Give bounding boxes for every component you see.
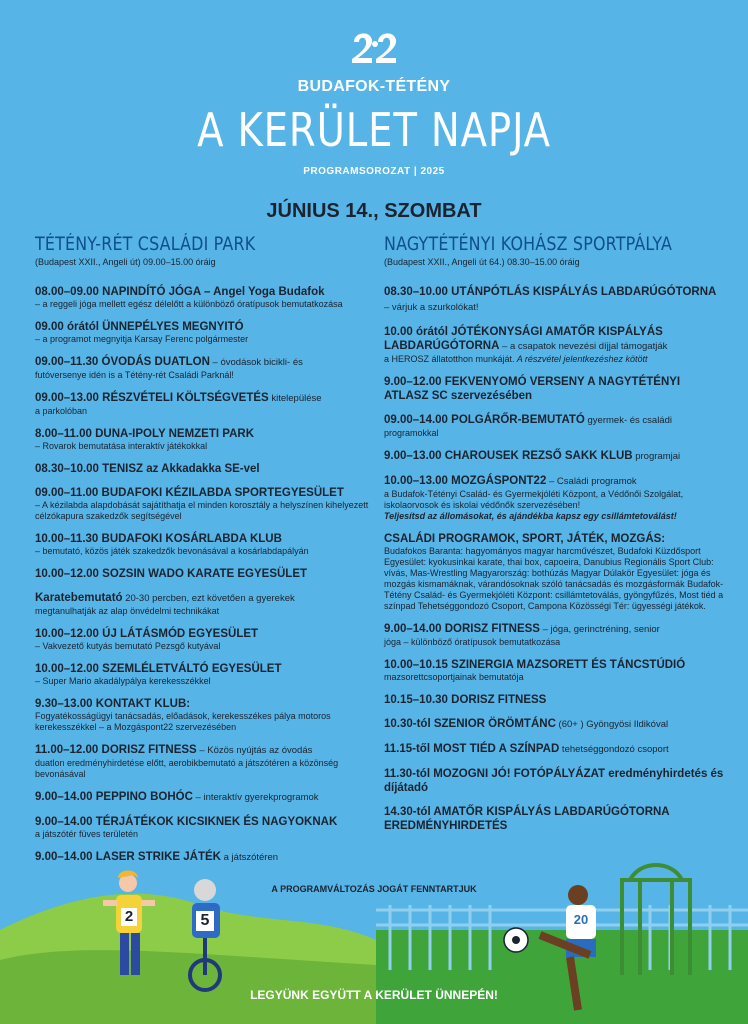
venue-title: TÉTÉNY-RÉT CSALÁDI PARK	[35, 234, 256, 255]
event-description-text: – A kézilabda alapdobását sajátíthatja el minden korosztály a helyszínen kihelyezett célzókapura szakedzők segítségével	[35, 500, 369, 521]
event-description-text: – a reggeli jóga mellett egész délelőtt a különböző óratípusok bemutatkozása	[35, 299, 343, 309]
event-title-text: 10.15–10.30 DORISZ FITNESS	[384, 694, 547, 706]
event-description-text: a HEROSZ állatotthon munkáját.	[384, 354, 515, 364]
event-description	[35, 829, 370, 840]
event-item	[35, 790, 370, 805]
event-title	[384, 767, 724, 795]
footer-slogan: LEGYÜNK EGYÜTT A KERÜLET ÜNNEPÉN!	[250, 988, 498, 1002]
event-title	[35, 627, 370, 641]
event-item	[35, 532, 370, 557]
event-item	[35, 662, 370, 687]
event-title	[35, 743, 370, 758]
event-description	[35, 641, 370, 652]
event-item	[35, 743, 370, 780]
event-description	[35, 711, 370, 733]
event-title-text: 10.30-tól SZENIOR ÖRÖMTÁNC	[384, 718, 556, 730]
venue-address: (Budapest XXII., Angeli út) 09.00–15.00 óráig	[35, 257, 216, 267]
event-description-text: jóga – különböző óratípusok bemutatkozása	[384, 637, 561, 647]
event-item	[384, 413, 724, 439]
event-title-extra: – várjuk a szurkolókat!	[384, 302, 479, 313]
event-title-text: 11.00–12.00 DORISZ FITNESS	[35, 744, 197, 756]
event-title-text: 10.00–12.00 SOZSIN WADO KARATE EGYESÜLET	[35, 568, 308, 580]
event-title-text: 9.00–12.00 FEKVENYOMÓ VERSENY A NAGYTÉTÉNYI ATLASZ SC szervezésében	[384, 376, 681, 402]
event-title	[384, 658, 724, 672]
event-item	[384, 375, 724, 403]
event-title-text: 09.00–11.00 BUDAFOKI KÉZILABDA SPORTEGYESÜLET	[35, 487, 344, 499]
event-title	[384, 413, 724, 428]
event-title-text: 10.00–13.00 MOZGÁSPONT22	[384, 475, 547, 487]
event-title	[35, 532, 370, 546]
event-description-text: a Budafok-Tétényi Család- és Gyermekjóléti Központ, a Védőnői Szolgálat, iskolaorvosok és iskolai védőnők szervezésében!	[384, 489, 684, 510]
event-title-extra: gyermek- és családi	[584, 415, 672, 426]
event-title	[384, 742, 724, 757]
event-description	[35, 334, 370, 345]
event-item	[384, 532, 724, 612]
event-description	[35, 758, 370, 780]
event-title	[35, 662, 370, 676]
event-title-text: 9.00–13.00 CHAROUSEK REZSŐ SAKK KLUB	[384, 450, 633, 462]
event-item	[384, 693, 724, 707]
event-item	[384, 742, 724, 757]
event-title-extra: 20-30 percben, ezt követően a gyerekek	[122, 593, 295, 604]
event-title-extra: – jóga, gerinctréning, senior	[539, 624, 660, 635]
event-title-extra: – óvodások bicikli- és	[209, 357, 303, 368]
event-description	[384, 428, 724, 439]
event-title	[384, 693, 724, 707]
event-title-text: 09.00–13.00 RÉSZVÉTELI KÖLTSÉGVETÉS	[35, 392, 269, 404]
event-description-text: mazsorettcsoportjainak bemutatója	[384, 672, 524, 682]
event-title	[35, 462, 370, 476]
event-description-text: a parkolóban	[35, 406, 88, 416]
event-title-text: 10.00 órától JÓTÉKONYSÁGI AMATŐR KISPÁLYÁS LABDARÚGÓTORNA	[384, 326, 663, 352]
event-title	[384, 474, 724, 489]
event-title-text: CSALÁDI PROGRAMOK, SPORT, JÁTÉK, MOZGÁS:	[384, 533, 666, 545]
event-item	[35, 815, 370, 840]
event-title-extra: – Családi programok	[546, 476, 637, 487]
event-item	[384, 449, 724, 464]
event-title	[35, 815, 370, 829]
event-title	[384, 532, 724, 546]
event-item	[35, 462, 370, 476]
event-title-text: 09.00–11.30 ÓVODÁS DUATLON	[35, 356, 210, 368]
runner-number-bib: 2	[121, 908, 137, 926]
event-title-extra: kitelepülése	[268, 393, 322, 404]
event-list	[384, 285, 724, 833]
disclaimer-text: A PROGRAMVÁLTOZÁS JOGÁT FENNTARTJUK	[271, 884, 477, 894]
event-item	[35, 427, 370, 452]
event-description-italic: A részvétel jelentkezéshez kötött	[514, 354, 648, 364]
event-title	[35, 391, 370, 406]
event-title	[384, 805, 724, 833]
event-description	[384, 637, 724, 648]
brand-name: BUDAFOK-TÉTÉNY	[297, 78, 451, 95]
event-title	[35, 591, 370, 606]
event-title-extra: – a csapatok nevezési díjjal támogatják	[499, 341, 668, 352]
event-description-text: duatlon eredményhirdetése előtt, aerobikbemutató a játszótéren a közönség bevonásával	[35, 758, 339, 779]
event-description-text: programokkal	[384, 428, 439, 438]
event-date: JÚNIUS 14., SZOMBAT	[266, 200, 482, 222]
event-description-text: Fogyatékosságügyi tanácsadás, előadások, kerekesszékes pálya motoros kerekesszékkel – a Mozgáspont22 szervezésében	[35, 711, 331, 732]
event-description	[384, 672, 724, 683]
event-title-text: 9.00–14.00 TÉRJÁTÉKOK KICSIKNEK ÉS NAGYOKNAK	[35, 816, 338, 828]
event-description-text: – Vakvezető kutyás bemutató Pezsgő kutyával	[35, 641, 221, 651]
event-description-text: – Super Mario akadálypálya kerekesszékkel	[35, 676, 211, 686]
event-title	[35, 790, 370, 805]
event-title-text: 9.00–14.00 LASER STRIKE JÁTÉK	[35, 851, 221, 863]
event-description	[35, 441, 370, 452]
venue-address: (Budapest XXII., Angeli út 64.) 08.30–15.00 óráig	[384, 257, 580, 267]
event-title	[384, 622, 724, 637]
event-title-extra: – Közös nyújtás az óvodás	[196, 745, 313, 756]
event-title-text: 8.00–11.00 DUNA-IPOLY NEMZETI PARK	[35, 428, 254, 440]
event-item	[35, 285, 370, 310]
event-title-text: 08.30–10.00 UTÁNPÓTLÁS KISPÁLYÁS LABDARÚGÓTORNA	[384, 286, 717, 298]
event-title	[35, 355, 370, 370]
event-item	[384, 622, 724, 648]
event-description-text: – bemutató, közös játék szakedzők bevonásával a kosárlabdapályán	[35, 546, 309, 556]
cyclist-number-bib: 5	[196, 911, 214, 931]
event-title-extra: a játszótéren	[221, 852, 279, 863]
event-description	[35, 606, 370, 617]
event-item	[384, 325, 724, 365]
poster-title: A KERÜLET NAPJA	[197, 103, 551, 157]
event-title-text: 14.30-tól AMATŐR KISPÁLYÁS LABDARÚGÓTORNA EREDMÉNYHIRDETÉS	[384, 806, 670, 832]
event-title	[35, 285, 370, 299]
event-title-text: Karatebemutató	[35, 592, 123, 604]
event-description-text: a játszótér füves területén	[35, 829, 139, 839]
event-item	[384, 474, 724, 522]
event-title	[384, 285, 724, 315]
event-item	[35, 391, 370, 417]
event-item	[35, 355, 370, 381]
district-22-heart-logo-icon	[350, 28, 400, 68]
event-note: Teljesítsd az állomásokat, és ajándékba kapsz egy csillámtetoválást!	[384, 511, 677, 521]
right-column	[384, 234, 724, 843]
event-description-text: – Rovarok bemutatása interaktív játékokkal	[35, 441, 208, 451]
event-description	[35, 676, 370, 687]
event-title-extra: programjai	[632, 451, 681, 462]
event-item	[384, 717, 724, 732]
event-title	[35, 697, 370, 711]
event-title-extra: (60+ ) Gyöngyösi Ildikóval	[555, 719, 669, 730]
poster-subtitle: PROGRAMSOROZAT | 2025	[303, 166, 445, 177]
event-title-text: 9.00–14.00 PEPPINO BOHÓC	[35, 791, 193, 803]
event-item	[384, 285, 724, 315]
event-item	[35, 627, 370, 652]
event-list	[35, 285, 370, 865]
event-description-text: – a programot megnyitja Karsay Ferenc polgármester	[35, 334, 249, 344]
event-description	[35, 406, 370, 417]
event-title	[35, 486, 370, 500]
event-title-text: 09.00–14.00 POLGÁRŐR-BEMUTATÓ	[384, 414, 585, 426]
event-title-text: 08.00–09.00 NAPINDÍTÓ JÓGA – Angel Yoga Budafok	[35, 286, 325, 298]
event-title-text: 9.30–13.00 KONTAKT KLUB:	[35, 698, 191, 710]
event-title-extra: tehetséggondozó csoport	[559, 744, 669, 755]
event-title-extra: – interaktív gyerekprogramok	[192, 792, 319, 803]
event-title	[35, 427, 370, 441]
event-title	[35, 567, 370, 581]
event-description	[384, 354, 724, 365]
event-description	[35, 500, 370, 522]
event-item	[35, 486, 370, 522]
left-column	[35, 234, 370, 875]
event-description	[35, 370, 370, 381]
event-title	[384, 449, 724, 464]
event-item	[35, 567, 370, 581]
event-description	[384, 546, 724, 612]
event-title-text: 11.15-től MOST TIÉD A SZÍNPAD	[384, 743, 560, 755]
event-description	[384, 489, 724, 511]
event-item	[384, 805, 724, 833]
event-item	[384, 767, 724, 795]
event-title	[384, 375, 724, 403]
event-title-text: 10.00–11.30 BUDAFOKI KOSÁRLABDA KLUB	[35, 533, 282, 545]
event-description	[35, 546, 370, 557]
venue-title: NAGYTÉTÉNYI KOHÁSZ SPORTPÁLYA	[384, 234, 673, 255]
event-description-text: megtanulhatják az alap önvédelmi technikákat	[35, 606, 220, 616]
event-title-text: 11.30-tól MOZOGNI JÓ! FOTÓPÁLYÁZAT eredményhirdetés és díjátadó	[384, 768, 724, 794]
event-title-text: 10.00–12.00 SZEMLÉLETVÁLTÓ EGYESÜLET	[35, 663, 282, 675]
footballer-shirt-number: 20	[573, 912, 589, 927]
event-item	[384, 658, 724, 683]
event-title-text: 10.00–12.00 ÚJ LÁTÁSMÓD EGYESÜLET	[35, 628, 259, 640]
event-title-text: 08.30–10.00 TENISZ az Akkadakka SE-vel	[35, 463, 260, 475]
event-title	[35, 320, 370, 334]
event-title-text: 9.00–14.00 DORISZ FITNESS	[384, 623, 540, 635]
event-description	[35, 299, 370, 310]
event-item	[35, 320, 370, 345]
event-title	[384, 717, 724, 732]
event-description-text: Budafokos Baranta: hagyományos magyar harcművészet, Budafoki Küzdősport Egyesület: kyokusinkai karate, thai box, capoeira, Danubius Regionális Sport Club: vívás, Mas-Wrestling Magyarország: bothúzás Magyar Dúlakör Egyesület: jóga és mozgás kismamáknak, várandósoknak szóló tanácsadás és mozgásformák Budafok-Tétény Család- és Gyermekjóléti Központ: csillámtetoválás, gyöngyfűzés, Most tiéd a színpad Tehetséggondozó Csoport, Campona Közösségi Tér: ügyességi játékok.	[384, 546, 724, 611]
event-item	[35, 591, 370, 617]
event-item	[35, 697, 370, 733]
event-title-text: 09.00 órától ÜNNEPÉLYES MEGNYITÓ	[35, 321, 244, 333]
football-ball-shape	[504, 928, 528, 952]
event-title	[384, 325, 724, 354]
event-description-text: futóversenye idén is a Tétény-rét Családi Parknál!	[35, 370, 234, 380]
event-title-text: 10.00–10.15 SZINERGIA MAZSORETT ÉS TÁNCSTÚDIÓ	[384, 659, 686, 671]
